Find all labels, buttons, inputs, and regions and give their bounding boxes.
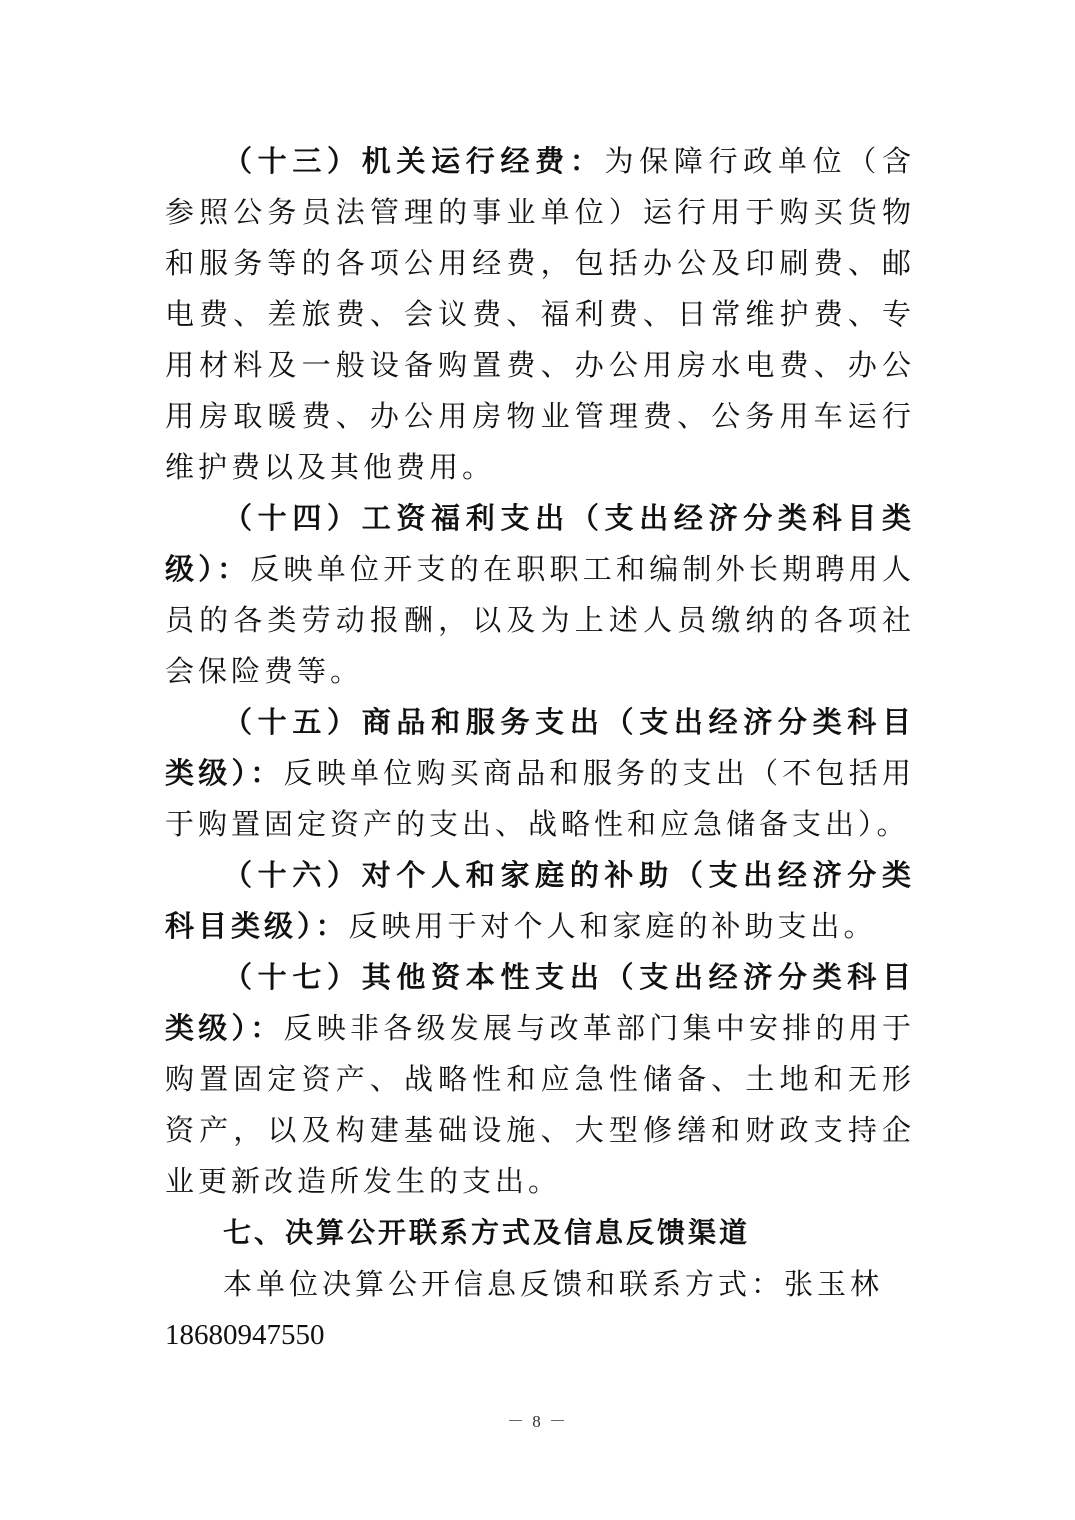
section-heading: 七、决算公开联系方式及信息反馈渠道 (223, 1216, 751, 1249)
document-body (165, 136, 915, 1361)
page-number: － 8 － (507, 1412, 568, 1431)
paragraph-sixteen (165, 850, 915, 952)
paragraph-fourteen (165, 493, 915, 697)
paragraph-lead: （十六）对个人和家庭的补助（支出经济分类科目类级）： (165, 858, 915, 943)
paragraph-text: 反映非各级发展与改革部门集中安排的用于购置固定资产、战略性和应急性储备、土地和无形资产，以及构建基础设施、大型修缮和财政支持企业更新改造所发生的支出。 (165, 1011, 915, 1198)
paragraph-fifteen (165, 697, 915, 850)
contact-phone: 18680947550 (165, 1319, 325, 1351)
paragraph-lead: （十三）机关运行经费： (223, 144, 605, 178)
paragraph-lead: （十五）商品和服务支出（支出经济分类科目类级）： (165, 705, 915, 790)
paragraph-seventeen (165, 952, 915, 1207)
paragraph-lead: （十七）其他资本性支出（支出经济分类科目类级）： (165, 960, 915, 1045)
paragraph-text: 反映单位开支的在职职工和编制外长期聘用人员的各类劳动报酬，以及为上述人员缴纳的各项社会保险费等。 (165, 552, 915, 688)
contact-text: 本单位决算公开信息反馈和联系方式：张玉林 (223, 1267, 884, 1301)
paragraph-lead: （十四）工资福利支出（支出经济分类科目类级）： (165, 501, 915, 586)
paragraph-text: 反映单位购买商品和服务的支出（不包括用于购置固定资产的支出、战略性和应急储备支出）。 (165, 756, 915, 841)
paragraph-thirteen (165, 136, 915, 493)
paragraph-text: 为保障行政单位（含参照公务员法管理的事业单位）运行用于购买货物和服务等的各项公用经费，包括办公及印刷费、邮电费、差旅费、会议费、福利费、日常维护费、专用材料及一般设备购置费、办公用房水电费、办公用房取暖费、办公用房物业管理费、公务用车运行维护费以及其他费用。 (165, 144, 915, 484)
paragraph-text: 反映用于对个人和家庭的补助支出。 (348, 909, 877, 943)
